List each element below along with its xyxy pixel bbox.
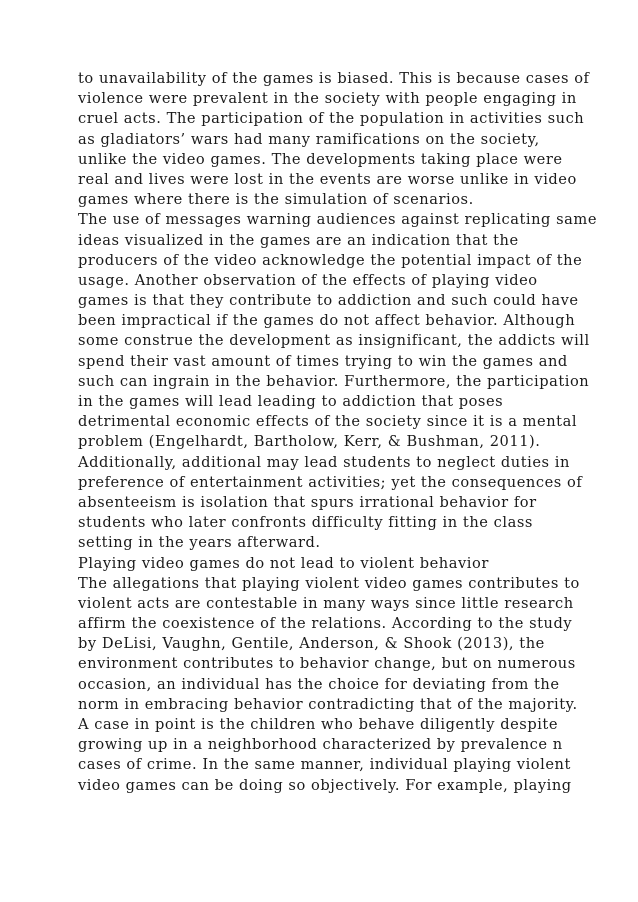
text-line: such can ingrain in the behavior. Furthermore, the participation <box>78 372 590 390</box>
text-line: setting in the years afterward. <box>78 534 321 552</box>
text-line: norm in embracing behavior contradicting that of the majority. <box>78 695 578 713</box>
text-line: spend their vast amount of times trying to win the games and <box>78 352 568 370</box>
text-line: in the games will lead leading to addiction that poses <box>78 393 504 410</box>
text-line: growing up in a neighborhood characterized by prevalence n <box>78 736 563 754</box>
text-line: ideas visualized in the games are an indication that the <box>78 231 519 249</box>
text-line: producers of the video acknowledge the potential impact of the <box>78 251 583 269</box>
text-line: been impractical if the games do not affect behavior. Although <box>78 312 576 330</box>
text-line: occasion, an individual has the choice for deviating from the <box>78 675 560 693</box>
text-line: by DeLisi, Vaughn, Gentile, Anderson, & Shook (2013), the <box>78 635 545 653</box>
text-line: real and lives were lost in the events are worse unlike in video <box>78 170 577 188</box>
text-line: unlike the video games. The developments taking place were <box>78 150 563 168</box>
text-line: environment contributes to behavior change, but on numerous <box>78 655 576 673</box>
text-line: Additionally, additional may lead students to neglect duties in <box>78 453 570 471</box>
text-line: violence were prevalent in the society with people engaging in <box>78 90 577 108</box>
text-line: to unavailability of the games is biased. This is because cases of <box>78 70 590 87</box>
text-line: students who later confronts difficulty fitting in the class <box>78 514 533 532</box>
text-line: some construe the development as insignificant, the addicts will <box>78 332 590 350</box>
text-line: A case in point is the children who behave diligently despite <box>78 716 559 733</box>
text-line: as gladiators’ wars had many ramifications on the society, <box>78 130 540 148</box>
text-line: problem (Engelhardt, Bartholow, Kerr, & Bushman, 2011). <box>78 433 541 451</box>
text-line: preference of entertainment activities; yet the consequences of <box>78 473 583 491</box>
text-line: absenteeism is isolation that spurs irrational behavior for <box>78 493 537 511</box>
text-line: cruel acts. The participation of the population in activities such <box>78 110 585 128</box>
text-line: usage. Another observation of the effects of playing video <box>78 271 538 289</box>
text-line: The allegations that playing violent video games contributes to <box>78 574 580 592</box>
text-line: affirm the coexistence of the relations. According to the study <box>78 615 573 633</box>
text-line: games is that they contribute to addiction and such could have <box>78 292 579 310</box>
text-line: detrimental economic effects of the society since it is a mental <box>78 413 578 431</box>
text-line: cases of crime. In the same manner, individual playing violent <box>78 756 571 774</box>
text-line: violent acts are contestable in many ways since little research <box>78 594 574 612</box>
text-line: The use of messages warning audiences against replicating same <box>78 211 597 229</box>
text-line: Playing video games do not lead to violent behavior <box>78 554 489 572</box>
text-line: games where there is the simulation of scenarios. <box>78 191 474 209</box>
document-body-text <box>78 69 598 796</box>
text-line: video games can be doing so objectively. For example, playing <box>78 776 572 794</box>
